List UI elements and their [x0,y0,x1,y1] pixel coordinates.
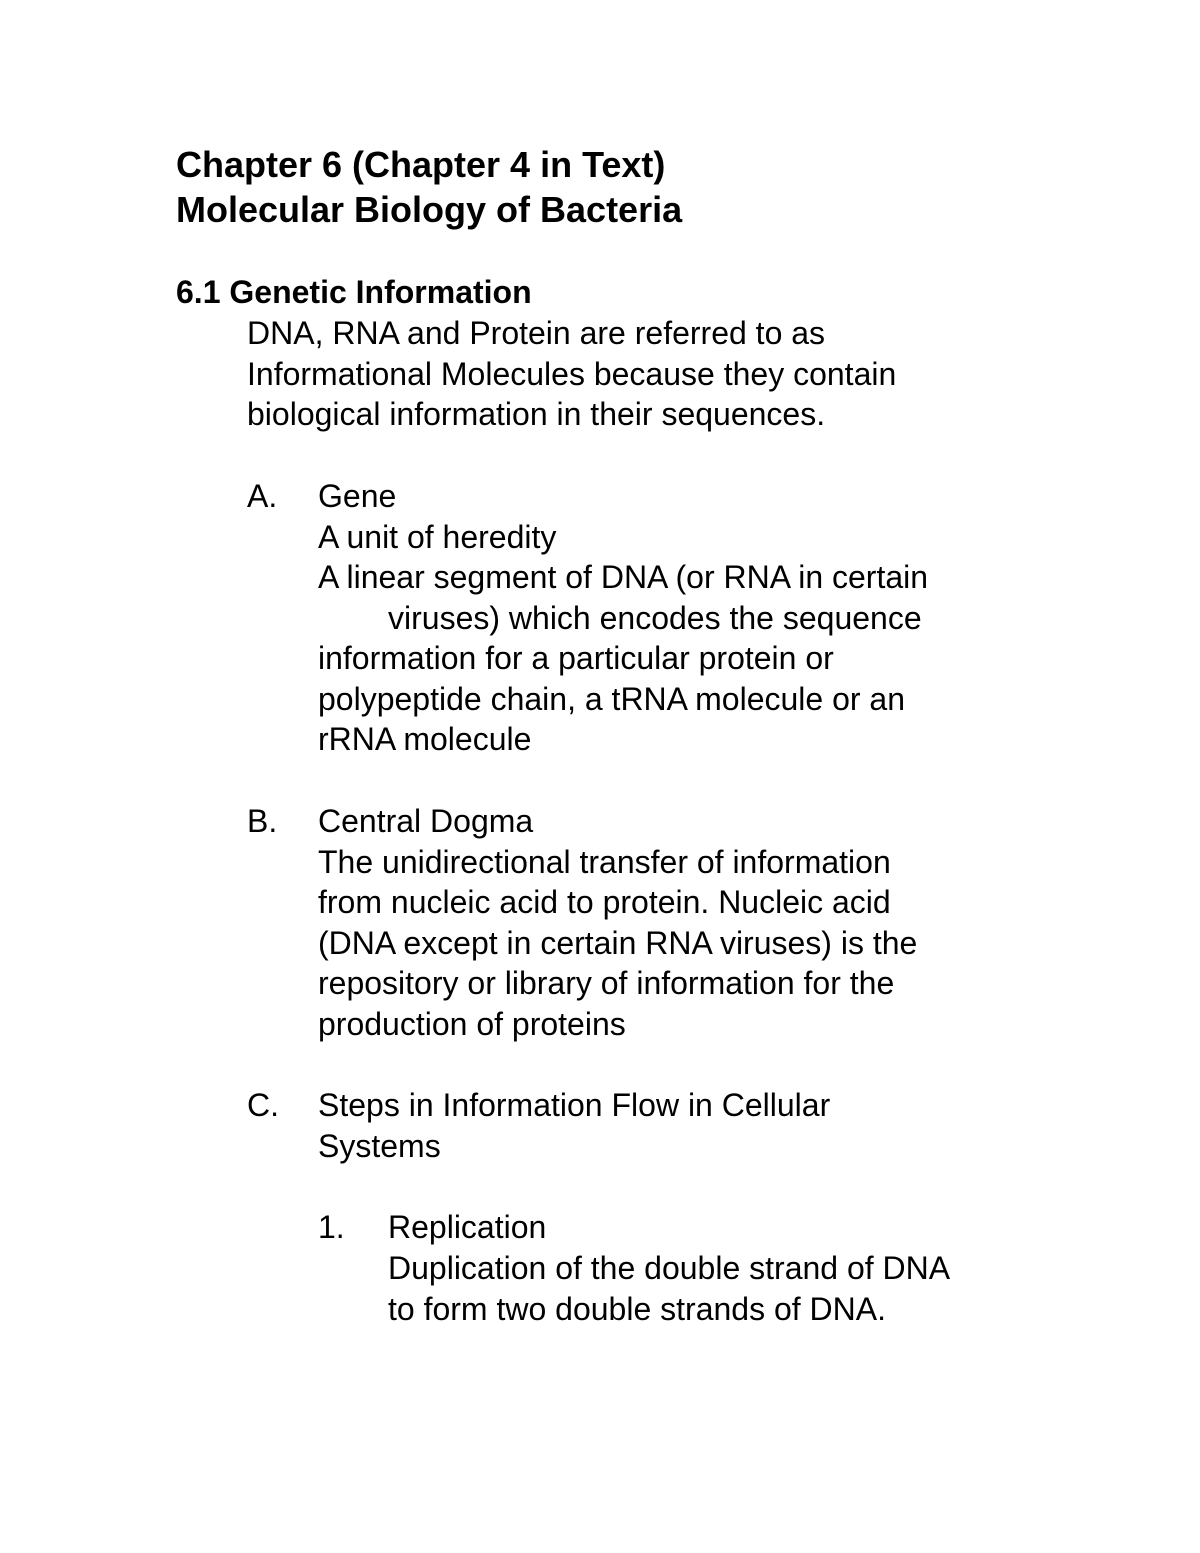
item-b-line: production of proteins [318,1006,626,1042]
sub-item-1-line: to form two double strands of DNA. [388,1291,886,1327]
sub-item-1-number: 1. [318,1209,345,1245]
item-a-term: Gene [318,478,397,514]
item-b-line: from nucleic acid to protein. Nucleic acid [318,884,891,920]
intro-line: DNA, RNA and Protein are referred to as [247,315,826,351]
item-c-letter: C. [247,1087,279,1123]
item-b-line: (DNA except in certain RNA viruses) is the [318,925,918,961]
item-a-line: rRNA molecule [318,721,532,757]
item-c-term: Steps in Information Flow in Cellular [318,1087,831,1123]
item-a-letter: A. [247,478,278,514]
intro-line: biological information in their sequences. [247,396,826,432]
chapter-title: Chapter 6 (Chapter 4 in Text) [176,144,666,185]
item-a-line: viruses) which encodes the sequence [388,600,922,636]
section-heading: 6.1 Genetic Information [176,274,532,310]
chapter-subtitle: Molecular Biology of Bacteria [176,189,683,230]
item-a-line: A linear segment of DNA (or RNA in certain [318,559,929,595]
intro-line: Informational Molecules because they contain [247,356,897,392]
item-b-letter: B. [247,803,278,839]
sub-item-1-line: Duplication of the double strand of DNA [388,1250,951,1286]
item-b-line: repository or library of information for the [318,965,895,1001]
item-b-term: Central Dogma [318,803,534,839]
item-b-line: The unidirectional transfer of information [318,844,891,880]
item-a-line: information for a particular protein or [318,640,834,676]
item-a-line: polypeptide chain, a tRNA molecule or an [318,681,906,717]
sub-item-1-term: Replication [388,1209,547,1245]
item-a-line: A unit of heredity [318,519,557,555]
item-c-term: Systems [318,1128,441,1164]
